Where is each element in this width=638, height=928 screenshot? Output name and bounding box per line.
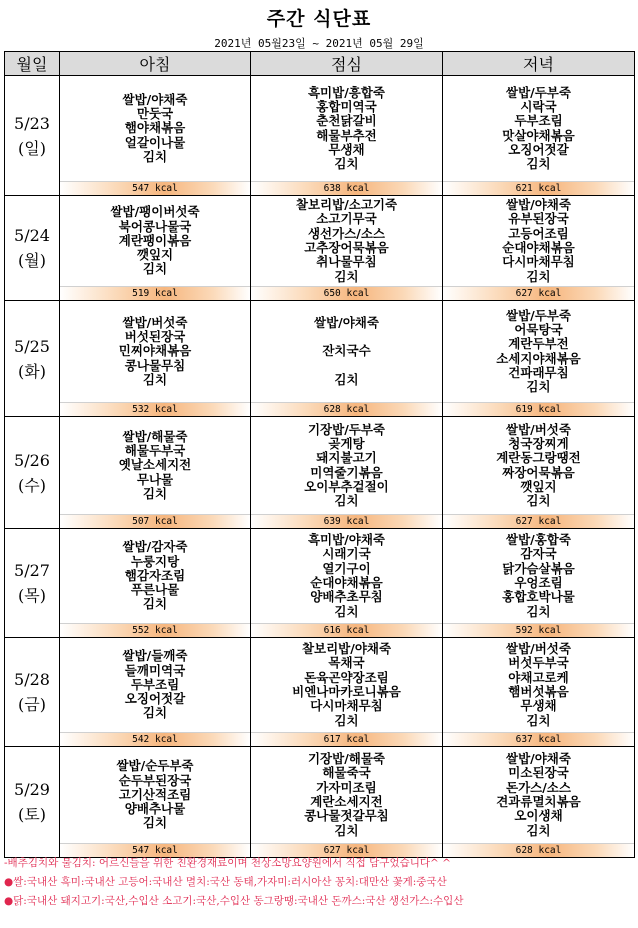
dinner-cell bbox=[443, 417, 635, 529]
menu-item: 햄야채볶음 bbox=[124, 120, 186, 136]
menu-item: 돈가스/소스 bbox=[506, 779, 571, 795]
day-row bbox=[5, 76, 635, 196]
day-cell bbox=[5, 529, 60, 638]
menu-item: 쌀밥/홍합죽 bbox=[506, 532, 571, 548]
lunch-cell bbox=[251, 417, 443, 529]
menu-item: 우엉조림 bbox=[514, 575, 563, 590]
menu-item: 생선가스/소스 bbox=[307, 225, 386, 241]
menu-item: 시락국 bbox=[520, 98, 557, 114]
menu-item: 순대야채볶음 bbox=[502, 240, 575, 255]
breakfast-cell bbox=[60, 301, 251, 417]
menu-item: 버섯두부국 bbox=[508, 655, 569, 671]
menu-item: 무생채 bbox=[520, 698, 557, 714]
menu-item: 김치 bbox=[526, 379, 551, 395]
menu-item: 시래기국 bbox=[322, 546, 371, 562]
dinner-kcal: 637 kcal bbox=[443, 732, 634, 746]
menu-item: 쌀밥/두부죽 bbox=[506, 84, 571, 100]
menu-item: 소고기무국 bbox=[316, 211, 377, 227]
breakfast-menu bbox=[60, 196, 250, 286]
breakfast-menu bbox=[60, 529, 250, 623]
day-cell bbox=[5, 196, 60, 301]
menu-item: 계란팽이볶음 bbox=[118, 232, 192, 248]
breakfast-kcal: 542 kcal bbox=[60, 732, 250, 746]
menu-item: 청국장찌게 bbox=[508, 435, 569, 451]
menu-item: 김치 bbox=[142, 815, 168, 831]
menu-item: 콩나물무침 bbox=[124, 357, 186, 373]
menu-item: 쌀밥/들깨죽 bbox=[122, 648, 188, 664]
menu-item: 쌀밥/야채죽 bbox=[314, 314, 379, 330]
menu-item: 고등어조림 bbox=[508, 225, 569, 241]
header-row bbox=[5, 52, 635, 76]
day-row bbox=[5, 196, 635, 301]
day-cell bbox=[5, 417, 60, 529]
menu-item: 김치 bbox=[334, 493, 359, 509]
date-label: 5/28 bbox=[14, 670, 50, 689]
menu-item: 햄감자조림 bbox=[124, 567, 186, 583]
menu-item: 두부조림 bbox=[514, 113, 563, 129]
menu-item: 야채고로케 bbox=[508, 669, 569, 685]
lunch-cell bbox=[251, 196, 443, 301]
breakfast-kcal: 547 kcal bbox=[60, 181, 250, 195]
menu-item: 쌀밥/감자죽 bbox=[122, 539, 188, 555]
menu-item: 김치 bbox=[526, 822, 551, 838]
weekday-label: (금) bbox=[18, 695, 46, 714]
day-cell bbox=[5, 76, 60, 196]
menu-item: 깻잎지 bbox=[136, 247, 174, 263]
weekday-label: (일) bbox=[18, 138, 46, 158]
header-dinner: 저녁 bbox=[443, 52, 635, 76]
menu-item: 계란두부전 bbox=[508, 336, 569, 352]
menu-item: 푸른나물 bbox=[130, 582, 180, 598]
menu-item: 소세지야채볶음 bbox=[496, 350, 581, 366]
menu-item: 쌀밥/두부죽 bbox=[506, 307, 571, 323]
menu-item: 무생채 bbox=[328, 141, 365, 157]
breakfast-kcal: 532 kcal bbox=[60, 402, 250, 416]
menu-item: 쌀밥/팽이버섯죽 bbox=[110, 204, 200, 220]
day-row bbox=[5, 638, 635, 747]
menu-item: 곶게탕 bbox=[328, 435, 365, 451]
menu-item: 흑미밥/야채죽 bbox=[307, 532, 386, 548]
header-day: 월일 bbox=[5, 52, 60, 76]
menu-item: 어묵탕국 bbox=[514, 321, 563, 337]
dinner-cell bbox=[443, 301, 635, 417]
lunch-menu bbox=[251, 196, 442, 286]
menu-item: 견과류멸치볶음 bbox=[496, 794, 581, 809]
menu-item: 유부된장국 bbox=[508, 211, 569, 227]
menu-item: 깻잎지 bbox=[520, 478, 557, 494]
menu-item: 햄버섯볶음 bbox=[508, 684, 569, 699]
menu-item: 쌀밥/해물죽 bbox=[122, 428, 188, 444]
lunch-menu bbox=[251, 529, 442, 623]
dinner-cell bbox=[443, 747, 635, 858]
lunch-cell bbox=[251, 76, 443, 196]
day-row bbox=[5, 529, 635, 638]
menu-item: 김치 bbox=[334, 156, 359, 172]
lunch-kcal: 616 kcal bbox=[251, 623, 442, 637]
dinner-menu bbox=[443, 301, 634, 402]
menu-item: 가자미조림 bbox=[316, 779, 377, 795]
menu-item: 해물죽국 bbox=[322, 765, 371, 781]
menu-item: 맛살야채볶음 bbox=[502, 127, 575, 143]
lunch-menu bbox=[251, 76, 442, 181]
dinner-menu bbox=[443, 196, 634, 286]
menu-item: 쌀밥/야채죽 bbox=[122, 91, 188, 107]
menu-item: 김치 bbox=[142, 261, 168, 277]
breakfast-menu bbox=[60, 747, 250, 843]
day-cell bbox=[5, 301, 60, 417]
menu-item: 비엔나마카로니볶음 bbox=[292, 684, 401, 699]
menu-item: 김치 bbox=[526, 603, 551, 619]
menu-item: 김치 bbox=[334, 712, 359, 728]
lunch-cell bbox=[251, 638, 443, 747]
lunch-menu bbox=[251, 747, 442, 843]
menu-item: 미소된장국 bbox=[508, 765, 569, 781]
menu-item: 다시마채무침 bbox=[502, 254, 575, 270]
menu-item: 쌀밥/버섯죽 bbox=[506, 421, 571, 437]
dinner-kcal: 627 kcal bbox=[443, 286, 634, 300]
day-cell bbox=[5, 638, 60, 747]
menu-item: 목채국 bbox=[328, 655, 365, 671]
lunch-cell bbox=[251, 529, 443, 638]
menu-item: 들깨미역국 bbox=[124, 662, 186, 678]
menu-item: 오징어젓갈 bbox=[508, 141, 569, 157]
menu-item: 만둣국 bbox=[136, 106, 174, 122]
lunch-cell bbox=[251, 301, 443, 417]
menu-item: 기장밥/두부죽 bbox=[307, 421, 386, 437]
day-cell bbox=[5, 747, 60, 858]
weekday-label: (화) bbox=[18, 361, 46, 381]
menu-item: 김치 bbox=[142, 148, 168, 164]
lunch-menu bbox=[251, 301, 442, 402]
dinner-menu bbox=[443, 529, 634, 623]
menu-item: 김치 bbox=[142, 371, 168, 387]
breakfast-kcal: 507 kcal bbox=[60, 514, 250, 528]
lunch-kcal: 627 kcal bbox=[251, 843, 442, 857]
lunch-menu bbox=[251, 638, 442, 732]
day-row bbox=[5, 301, 635, 417]
breakfast-kcal: 547 kcal bbox=[60, 843, 250, 857]
dinner-menu bbox=[443, 747, 634, 843]
menu-item: 김치 bbox=[334, 268, 359, 284]
menu-item: 감자국 bbox=[520, 546, 557, 562]
menu-item: 김치 bbox=[334, 371, 359, 387]
dinner-kcal: 628 kcal bbox=[443, 843, 634, 857]
menu-item: 쌀밥/야채죽 bbox=[506, 751, 571, 767]
date-label: 5/23 bbox=[14, 113, 50, 133]
menu-item: 춘천닭갈비 bbox=[316, 113, 377, 129]
breakfast-kcal: 552 kcal bbox=[60, 623, 250, 637]
dinner-menu bbox=[443, 638, 634, 732]
menu-item: 쌀밥/야채죽 bbox=[506, 197, 571, 213]
menu-item: 두부조림 bbox=[130, 676, 180, 692]
breakfast-menu bbox=[60, 301, 250, 402]
menu-item: 김치 bbox=[142, 485, 168, 501]
menu-item: 고추장어묵볶음 bbox=[304, 240, 389, 255]
note-origin-seafood: ●쌀:국내산 흑미:국내산 고등어:국내산 멸치:국산 동태,가자미:러시아산 꽁치:대만산 꽃게:중국산 bbox=[4, 876, 447, 888]
menu-item: 다시마채무침 bbox=[310, 698, 383, 714]
menu-item: 흑미밥/흥합죽 bbox=[307, 84, 386, 100]
breakfast-cell bbox=[60, 747, 251, 858]
weekday-label: (토) bbox=[18, 805, 46, 824]
dinner-kcal: 627 kcal bbox=[443, 514, 634, 528]
breakfast-cell bbox=[60, 76, 251, 196]
menu-item: 오이생채 bbox=[514, 808, 563, 824]
menu-item: 돈육곤약장조림 bbox=[304, 669, 389, 685]
lunch-cell bbox=[251, 747, 443, 858]
dinner-cell bbox=[443, 76, 635, 196]
menu-item: 열기구이 bbox=[322, 560, 371, 576]
note-origin-meat: ●닭:국내산 돼지고기:국산,수입산 소고기:국산,수입산 동그랑땡:국내산 돈까스:국산 생선가스:수입산 bbox=[4, 895, 464, 907]
page-title: 주간 식단표 bbox=[266, 8, 372, 30]
dinner-kcal: 592 kcal bbox=[443, 623, 634, 637]
date-label: 5/24 bbox=[14, 226, 50, 245]
breakfast-cell bbox=[60, 638, 251, 747]
menu-item: 김치 bbox=[142, 596, 168, 612]
menu-item: 김치 bbox=[334, 603, 359, 619]
menu-item: 양배추초무침 bbox=[310, 589, 383, 605]
weekday-label: (월) bbox=[18, 251, 46, 270]
menu-item: 버섯된장국 bbox=[124, 329, 186, 345]
menu-item: 돼지불고기 bbox=[316, 450, 377, 466]
header-breakfast: 아침 bbox=[60, 52, 251, 76]
menu-item: 무나물 bbox=[136, 471, 174, 487]
date-label: 5/27 bbox=[14, 561, 50, 580]
menu-item: 찰보리밥/야채죽 bbox=[301, 641, 392, 657]
menu-item: 민찌야채볶음 bbox=[118, 343, 192, 359]
lunch-kcal: 617 kcal bbox=[251, 732, 442, 746]
dinner-kcal: 621 kcal bbox=[443, 181, 634, 195]
menu-item: 기장밥/해물죽 bbox=[307, 751, 386, 767]
menu-item: 계란소세지전 bbox=[310, 794, 383, 809]
dinner-menu bbox=[443, 76, 634, 181]
lunch-kcal: 638 kcal bbox=[251, 181, 442, 195]
weekday-label: (수) bbox=[18, 475, 46, 495]
menu-item: 콩나물젓갈무침 bbox=[304, 808, 389, 824]
menu-item: 누룽지탕 bbox=[130, 553, 180, 569]
menu-item: 홍합호박나물 bbox=[502, 589, 575, 605]
breakfast-cell bbox=[60, 196, 251, 301]
breakfast-cell bbox=[60, 417, 251, 529]
lunch-kcal: 628 kcal bbox=[251, 402, 442, 416]
menu-item: 미역줄기볶음 bbox=[310, 464, 383, 480]
menu-item: 건파래무침 bbox=[508, 364, 569, 380]
menu-item: 얼갈이나물 bbox=[124, 134, 186, 150]
menu-item: 순두부된장국 bbox=[118, 772, 192, 788]
header-lunch: 점심 bbox=[251, 52, 443, 76]
menu-item: 김치 bbox=[334, 822, 359, 838]
day-row bbox=[5, 417, 635, 529]
breakfast-menu bbox=[60, 417, 250, 514]
breakfast-kcal: 519 kcal bbox=[60, 286, 250, 300]
menu-item: 옛날소세지전 bbox=[118, 457, 192, 473]
lunch-menu bbox=[251, 417, 442, 514]
weekday-label: (목) bbox=[18, 586, 46, 605]
menu-item: 북어콩나물국 bbox=[118, 218, 192, 234]
menu-item: 해물부추전 bbox=[316, 127, 377, 143]
lunch-kcal: 650 kcal bbox=[251, 286, 442, 300]
date-label: 5/26 bbox=[14, 450, 50, 470]
menu-item: 닭가슴살볶음 bbox=[502, 560, 575, 576]
menu-item: 김치 bbox=[526, 268, 551, 284]
notes bbox=[4, 854, 634, 911]
menu-item: 오이부추겉절이 bbox=[304, 478, 389, 494]
date-label: 5/25 bbox=[14, 336, 50, 356]
day-row bbox=[5, 747, 635, 858]
menu-item: 해물두부국 bbox=[124, 443, 186, 459]
date-label: 5/29 bbox=[14, 780, 50, 799]
dinner-menu bbox=[443, 417, 634, 514]
menu-item: 오징어젓갈 bbox=[124, 691, 186, 707]
menu-item: 짜장어묵볶음 bbox=[502, 464, 575, 480]
meal-table bbox=[4, 51, 635, 858]
breakfast-menu bbox=[60, 76, 250, 181]
menu-item: 쌀밥/버섯죽 bbox=[506, 641, 571, 657]
menu-item: 잔치국수 bbox=[322, 343, 371, 359]
dinner-cell bbox=[443, 529, 635, 638]
menu-item: 계란동그랑땡전 bbox=[496, 450, 581, 466]
period-range: 2021년 05월23일 ~ 2021년 05월 29일 bbox=[214, 37, 424, 50]
dinner-kcal: 619 kcal bbox=[443, 402, 634, 416]
menu-item: 홍합미역국 bbox=[316, 98, 377, 114]
menu-item: 순대야채볶음 bbox=[310, 575, 383, 590]
dinner-cell bbox=[443, 196, 635, 301]
menu-item: 취나물무침 bbox=[316, 254, 377, 270]
lunch-kcal: 639 kcal bbox=[251, 514, 442, 528]
menu-item: 양배추나물 bbox=[124, 801, 186, 817]
dinner-cell bbox=[443, 638, 635, 747]
menu-item: 김치 bbox=[526, 712, 551, 728]
menu-item: 쌀밥/버섯죽 bbox=[122, 314, 188, 330]
breakfast-menu bbox=[60, 638, 250, 732]
menu-item: 김치 bbox=[142, 705, 168, 721]
breakfast-cell bbox=[60, 529, 251, 638]
menu-item: 김치 bbox=[526, 493, 551, 509]
menu-item: 찰보리밥/소고기죽 bbox=[295, 197, 398, 213]
menu-item: 쌀밥/순두부죽 bbox=[116, 758, 194, 774]
menu-item: 고기산적조림 bbox=[118, 786, 192, 802]
menu-item: 김치 bbox=[526, 156, 551, 172]
note-kimchi: -배추김치와 물김치: 어르신들을 위한 친환경재료이며 천상소망요양원에서 직접 담구었습니다^ ^ bbox=[4, 857, 451, 869]
